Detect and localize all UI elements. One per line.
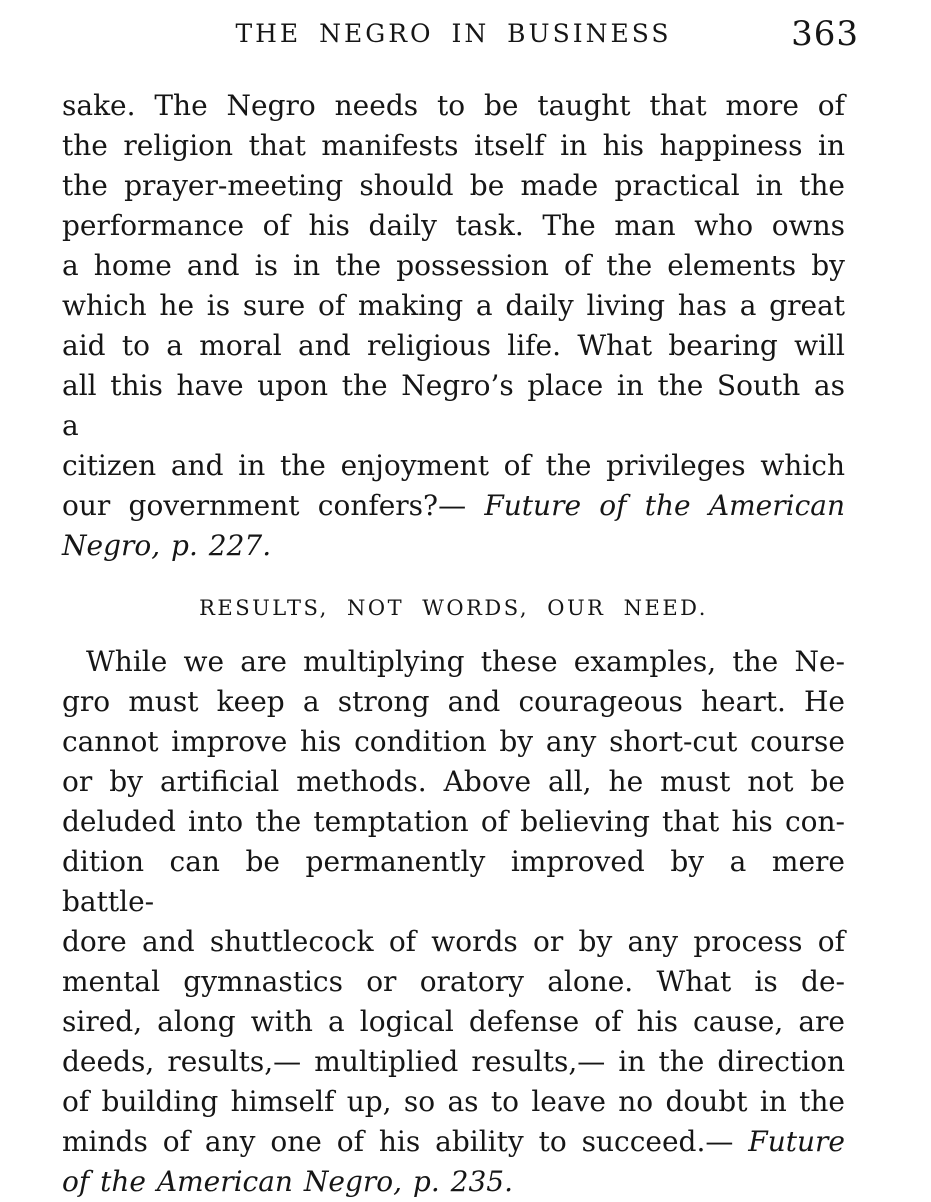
text-line	[62, 126, 845, 166]
text-line	[62, 722, 845, 762]
body-text-segment: the prayer-meeting should be made practical in the	[62, 169, 845, 202]
section-heading: RESULTS, NOT WORDS, OUR NEED.	[199, 596, 708, 620]
body-text-segment: citizen and in the enjoyment of the privileges which	[62, 449, 845, 482]
body-text-segment: While we are multiplying these examples, the Ne-	[86, 645, 845, 678]
running-head-title: THE NEGRO IN BUSINESS	[235, 19, 672, 48]
text-line	[62, 206, 845, 246]
body-text-segment: a home and is in the possession of the elements by	[62, 249, 845, 282]
body-text-segment: aid to a moral and religious life. What bearing will	[62, 329, 845, 362]
body-text-segment: deeds, results,— multiplied results,— in the direction	[62, 1045, 845, 1078]
text-line	[62, 326, 845, 366]
text-line	[62, 486, 845, 526]
text-line	[62, 286, 845, 326]
text-line	[62, 526, 845, 566]
paragraph-2	[62, 642, 845, 1202]
body-text-segment: sired, along with a logical defense of his cause, are	[62, 1005, 845, 1038]
text-line	[62, 922, 845, 962]
text-line	[62, 1042, 845, 1082]
citation-text: Future	[748, 1125, 845, 1158]
body-text-segment: the religion that manifests itself in his happiness in	[62, 129, 845, 162]
text-line	[62, 802, 845, 842]
running-head	[62, 14, 859, 58]
page-number: 363	[791, 14, 859, 54]
body-text-segment: which he is sure of making a daily living has a great	[62, 289, 845, 322]
text-line	[62, 682, 845, 722]
body-text-segment: of building himself up, so as to leave no doubt in the	[62, 1085, 845, 1118]
citation-text: Negro, p. 227.	[62, 529, 272, 562]
text-line	[62, 86, 845, 126]
text-line	[62, 166, 845, 206]
body-text-segment: all this have upon the Negro’s place in the South as a	[62, 369, 845, 442]
body-text-segment: gro must keep a strong and courageous heart. He	[62, 685, 845, 718]
text-line	[62, 1162, 845, 1202]
body-text-segment: or by artificial methods. Above all, he must not be	[62, 765, 845, 798]
citation-text: Future of the American	[484, 489, 845, 522]
paragraph-1	[62, 86, 845, 566]
text-line	[62, 1002, 845, 1042]
body-text-segment: deluded into the temptation of believing that his con-	[62, 805, 845, 838]
text-line	[62, 1082, 845, 1122]
text-line	[62, 842, 845, 922]
citation-text: of the American Negro, p. 235.	[62, 1165, 513, 1198]
body-text-segment: performance of his daily task. The man who owns	[62, 209, 845, 242]
text-line	[62, 246, 845, 286]
body-text-segment: cannot improve his condition by any short-cut course	[62, 725, 845, 758]
body-text-segment: our government confers?—	[62, 489, 485, 522]
text-line	[62, 1122, 845, 1162]
text-line	[62, 642, 845, 682]
body-text-segment: minds of any one of his ability to succeed.—	[62, 1125, 749, 1158]
body-text-segment: mental gymnastics or oratory alone. What is de-	[62, 965, 845, 998]
text-line	[62, 962, 845, 1002]
body-text-segment: sake. The Negro needs to be taught that more of	[62, 89, 845, 122]
page-body	[62, 86, 845, 1202]
body-text-segment: dore and shuttlecock of words or by any process of	[62, 925, 845, 958]
text-line	[62, 762, 845, 802]
text-line	[62, 366, 845, 446]
body-text-segment: dition can be permanently improved by a mere battle-	[62, 845, 845, 918]
text-line	[62, 446, 845, 486]
